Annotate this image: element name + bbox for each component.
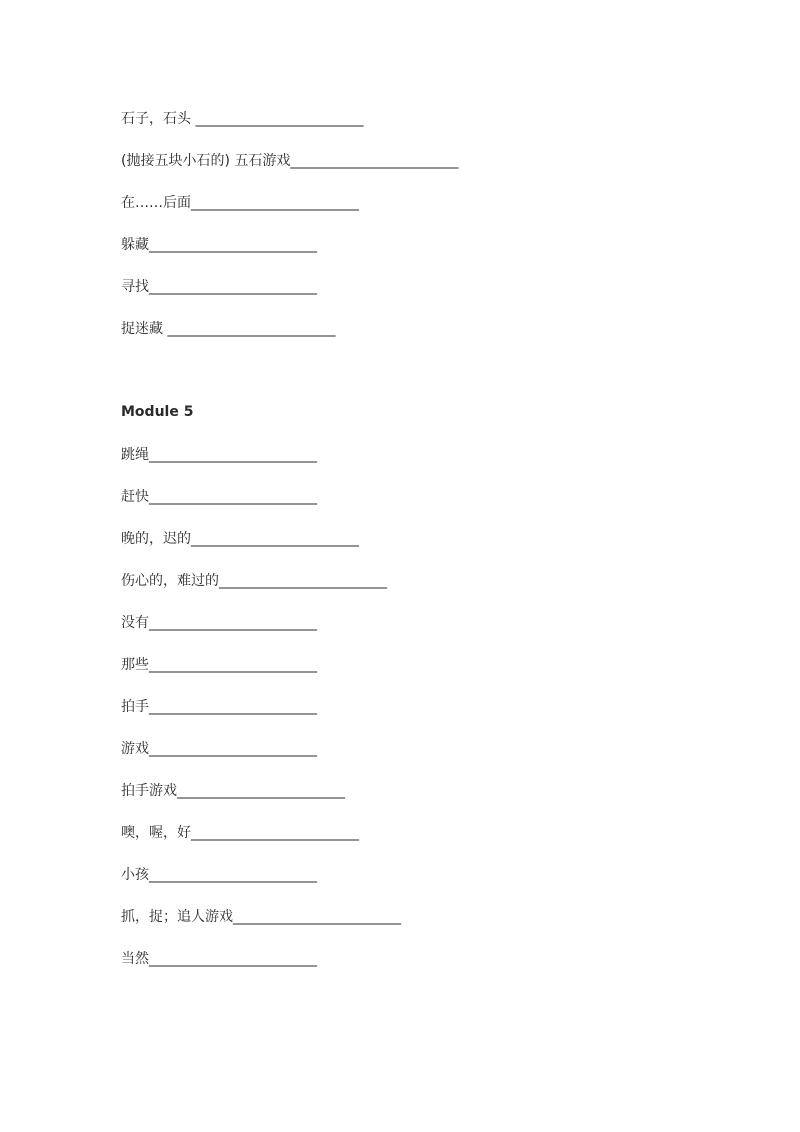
vocab-item: 没有________________________: [121, 615, 317, 631]
vocab-item: 跳绳________________________: [121, 447, 317, 463]
vocab-item: 在……后面________________________: [121, 195, 359, 211]
vocab-item: 赶快________________________: [121, 489, 317, 505]
vocab-item: 躲藏________________________: [121, 237, 317, 253]
vocab-item: 拍手________________________: [121, 699, 317, 715]
vocab-item: 小孩________________________: [121, 867, 317, 883]
vocab-item: 寻找________________________: [121, 279, 317, 295]
vocab-item: 晚的，迟的________________________: [121, 531, 359, 547]
vocab-item: 游戏________________________: [121, 741, 317, 757]
vocab-item: (抛接五块小石的) 五石游戏________________________: [121, 153, 459, 169]
vocab-item: 噢，喔，好________________________: [121, 825, 359, 841]
vocab-item: 抓，捉；追人游戏________________________: [121, 909, 401, 925]
vocab-item: 伤心的，难过的________________________: [121, 573, 387, 589]
vocab-item: 拍手游戏________________________: [121, 783, 345, 799]
module-heading: Module 5: [121, 404, 194, 420]
vocab-item: 那些________________________: [121, 657, 317, 673]
vocab-item: 捉迷藏 ________________________: [121, 321, 336, 337]
vocab-item: 当然________________________: [121, 951, 317, 967]
vocab-item: 石子，石头 ________________________: [121, 111, 364, 127]
